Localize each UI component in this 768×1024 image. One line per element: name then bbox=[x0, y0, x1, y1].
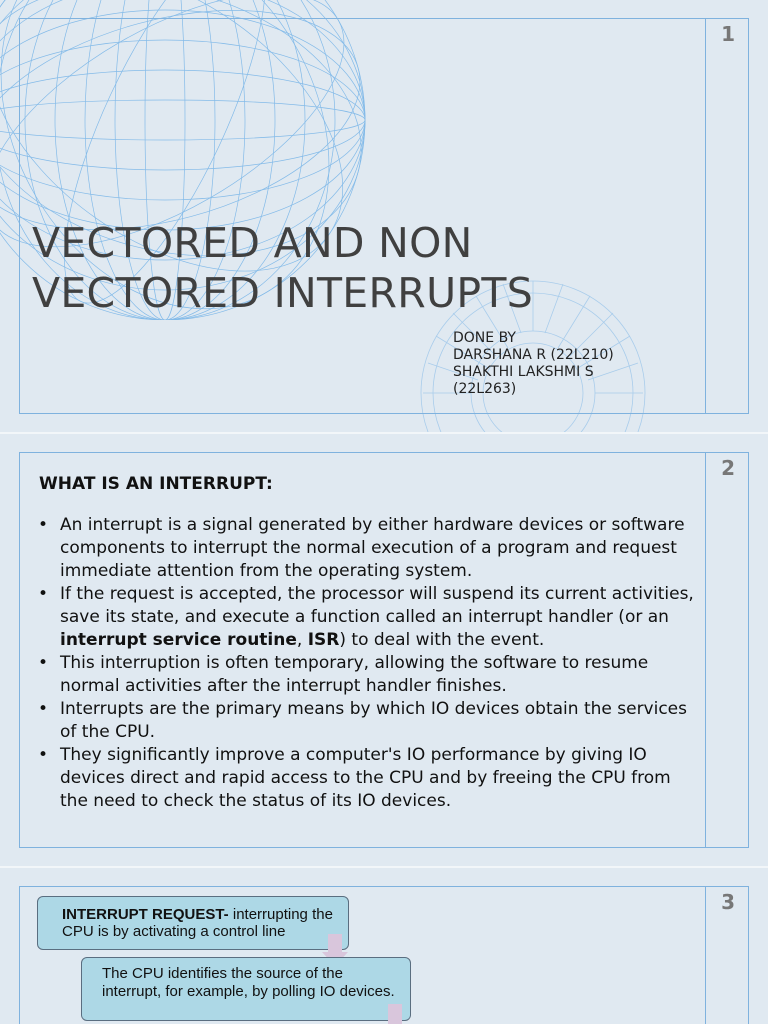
slide-number: 1 bbox=[721, 22, 735, 46]
list-item: • This interruption is often temporary, allowing the software to resume normal activities after the interrupt handler finishes. bbox=[38, 652, 698, 698]
slide-heading: WHAT IS AN INTERRUPT: bbox=[39, 474, 273, 494]
down-arrow-icon bbox=[382, 1004, 408, 1024]
step-title: INTERRUPT REQUEST- bbox=[62, 906, 229, 923]
byline-line: DONE BY bbox=[453, 330, 516, 346]
list-item: • Interrupts are the primary means by which IO devices obtain the services of the CPU. bbox=[38, 698, 698, 744]
bullet-text: , bbox=[296, 630, 308, 650]
slide-1[interactable] bbox=[0, 0, 768, 432]
list-item: • They significantly improve a computer's IO performance by giving IO devices direct and rapid access to the CPU and by freeing the CPU from the need to check the status of its IO devices. bbox=[38, 744, 698, 813]
flow-step-interrupt-request bbox=[37, 896, 349, 950]
byline-line: DARSHANA R (22L210) bbox=[453, 347, 614, 363]
slide-frame bbox=[19, 452, 749, 848]
list-item: • An interrupt is a signal generated by either hardware devices or software components to interrupt the normal execution of a program and request immediate attention from the operating system. bbox=[38, 514, 698, 583]
author-byline bbox=[453, 330, 693, 398]
flow-step-identify-source bbox=[81, 957, 411, 1021]
bullet-text: ) to deal with the event. bbox=[339, 630, 545, 650]
slide-number: 3 bbox=[721, 890, 735, 914]
byline-line: (22L263) bbox=[453, 381, 517, 397]
slide-number: 2 bbox=[721, 456, 735, 480]
title-line: VECTORED AND NON bbox=[32, 219, 473, 267]
slide-number-column bbox=[705, 18, 749, 414]
byline-line: SHAKTHI LAKSHMI S bbox=[453, 364, 594, 380]
step-text: The CPU identifies the source of the interrupt, for example, by polling IO devices. bbox=[102, 965, 395, 1000]
bold-term: interrupt service routine bbox=[60, 630, 297, 650]
bold-term: ISR bbox=[307, 630, 340, 650]
slide-title bbox=[32, 218, 672, 318]
bullet-text: If the request is accepted, the processor will suspend its current activities, save its state, and execute a function called an interrupt handler (or an bbox=[60, 584, 694, 627]
title-line: VECTORED INTERRUPTS bbox=[32, 269, 534, 317]
slide-2[interactable] bbox=[0, 434, 768, 866]
slide-3[interactable] bbox=[0, 868, 768, 1024]
slide-number-column bbox=[705, 452, 749, 848]
step-text: interrupting the CPU is by activating a control line bbox=[62, 906, 333, 940]
